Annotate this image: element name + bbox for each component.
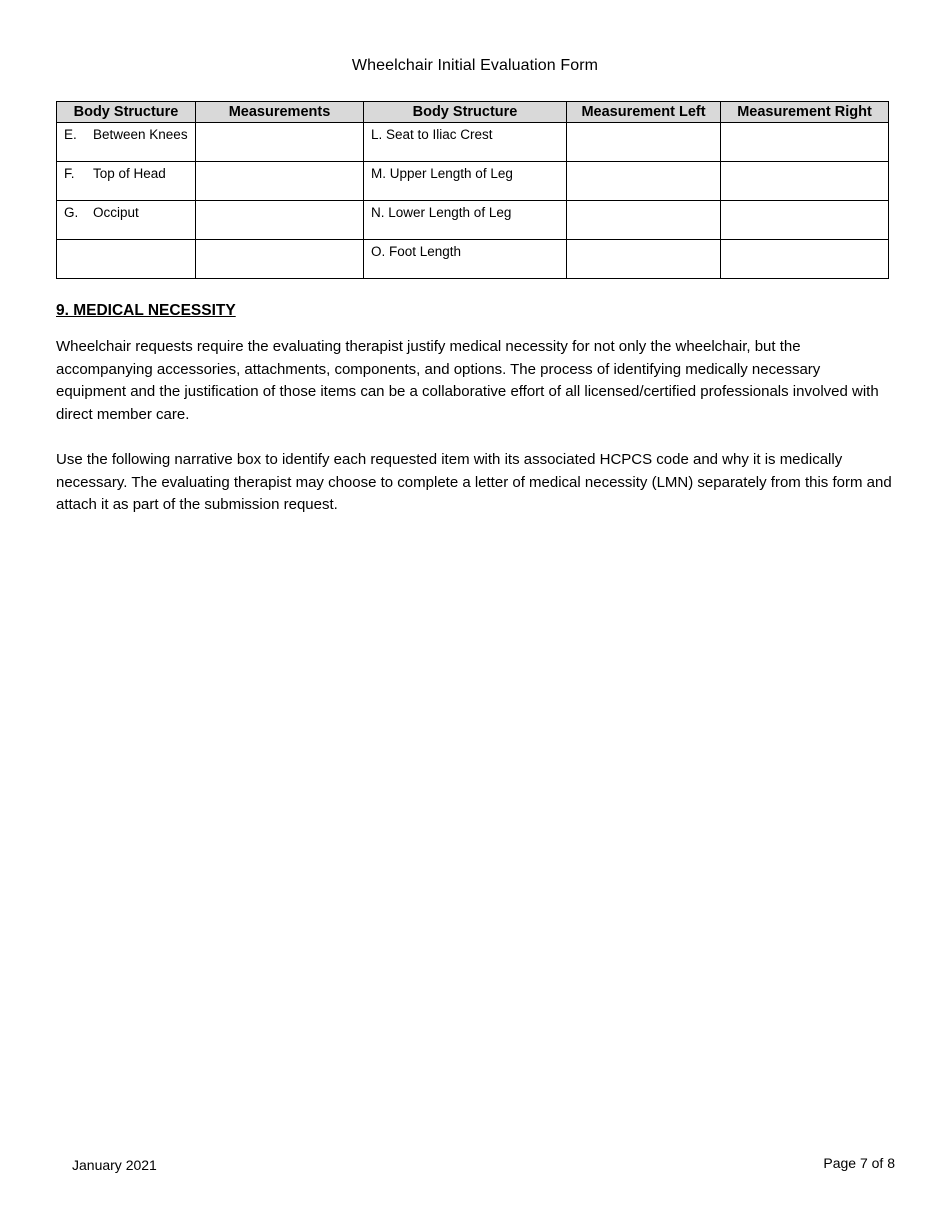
column-header-measurement-left: Measurement Left xyxy=(567,102,721,123)
table-row xyxy=(57,240,889,279)
body-structure-label: Between Knees xyxy=(93,127,188,142)
body-structure-cell xyxy=(57,201,196,240)
measurement-right-input-cell[interactable] xyxy=(721,162,889,201)
table-row xyxy=(57,201,889,240)
column-header-body-structure-right: Body Structure xyxy=(364,102,567,123)
table-header-row xyxy=(57,102,889,123)
body-structure-label: Top of Head xyxy=(93,166,166,181)
measurement-input-cell[interactable] xyxy=(196,201,364,240)
narrative-instructions-paragraph: Use the following narrative box to identify each requested item with its associated HCPCS code and why it is medically necessary. The evaluating therapist may choose to complete a letter of medical necessity (LMN) separately from this form and attach it as part of the submission request. xyxy=(56,451,892,513)
column-header-measurements: Measurements xyxy=(196,102,364,123)
measurement-left-input-cell[interactable] xyxy=(567,201,721,240)
measurement-right-input-cell[interactable] xyxy=(721,201,889,240)
row-letter: E. xyxy=(64,127,77,142)
body-structure-label: N. Lower Length of Leg xyxy=(364,201,567,240)
measurement-right-input-cell[interactable] xyxy=(721,123,889,162)
column-header-body-structure-left: Body Structure xyxy=(57,102,196,123)
page-title: Wheelchair Initial Evaluation Form xyxy=(351,57,599,74)
measurement-left-input-cell[interactable] xyxy=(567,123,721,162)
measurement-left-input-cell[interactable] xyxy=(567,240,721,279)
measurement-right-input-cell[interactable] xyxy=(721,240,889,279)
section-heading-medical-necessity: 9. MEDICAL NECESSITY xyxy=(56,302,236,319)
body-structure-cell xyxy=(57,123,196,162)
body-measurement-table xyxy=(56,101,889,279)
body-structure-cell xyxy=(57,240,196,279)
footer-page-number: Page 7 of 8 xyxy=(823,1155,895,1171)
body-structure-label: O. Foot Length xyxy=(364,240,567,279)
table-row xyxy=(57,162,889,201)
row-letter: F. xyxy=(64,166,75,181)
footer-date: January 2021 xyxy=(72,1157,157,1173)
medical-necessity-paragraph: Wheelchair requests require the evaluating therapist justify medical necessity for not only the wheelchair, but the accompanying accessories, attachments, components, and options. The process of identifying medically necessary equipment and the justification of those items can be a collaborative effort of all licensed/certified professionals involved with direct member care. xyxy=(56,338,879,423)
body-structure-label: Occiput xyxy=(93,205,139,220)
body-structure-cell xyxy=(57,162,196,201)
measurement-input-cell[interactable] xyxy=(196,162,364,201)
measurement-input-cell[interactable] xyxy=(196,123,364,162)
row-letter: G. xyxy=(64,205,79,220)
table-row xyxy=(57,123,889,162)
column-header-measurement-right: Measurement Right xyxy=(721,102,889,123)
body-structure-label: L. Seat to Iliac Crest xyxy=(364,123,567,162)
measurement-input-cell[interactable] xyxy=(196,240,364,279)
measurement-left-input-cell[interactable] xyxy=(567,162,721,201)
body-structure-label: M. Upper Length of Leg xyxy=(364,162,567,201)
